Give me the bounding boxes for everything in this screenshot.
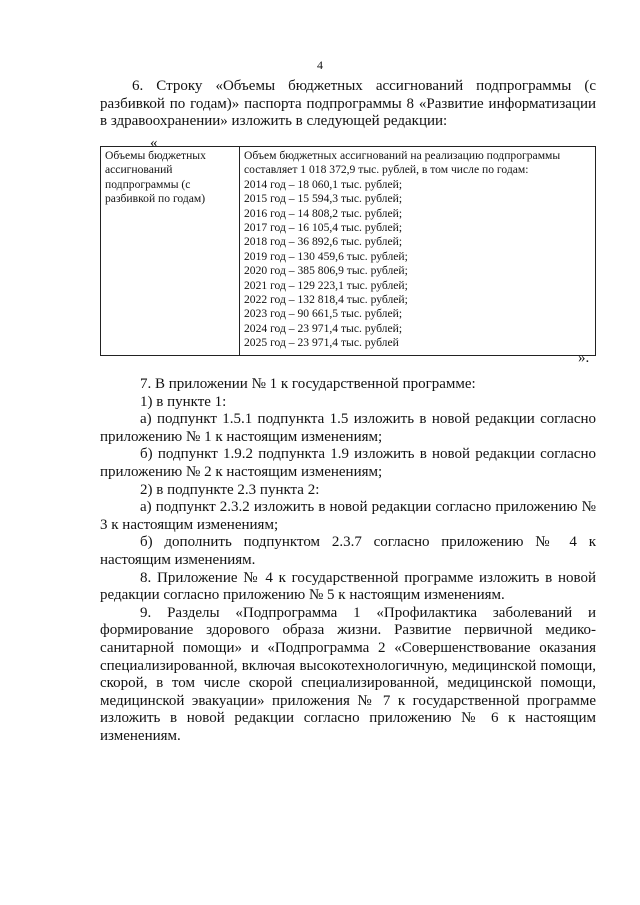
item-7-heading: 7. В приложении № 1 к государственной программе: bbox=[140, 376, 476, 392]
item-7-sub-a1: а) подпункт 1.5.1 подпункта 1.5 изложить в новой редакции согласно приложению № 1 к настоящим изменениям; bbox=[100, 411, 596, 445]
budget-year-2024: 2024 год – 23 971,4 тыс. рублей; bbox=[244, 321, 403, 335]
budget-table bbox=[100, 146, 596, 356]
budget-year-2023: 2023 год – 90 661,5 тыс. рублей; bbox=[244, 307, 403, 321]
budget-year-2016: 2016 год – 14 808,2 тыс. рублей; bbox=[244, 206, 403, 220]
item-7-point-1: 1) в пункте 1: bbox=[140, 393, 227, 410]
quote-close: ». bbox=[578, 350, 590, 366]
item-7-point-2: 2) в подпункте 2.3 пункта 2: bbox=[140, 481, 320, 498]
item-7-sub-b2: б) дополнить подпунктом 2.3.7 согласно приложению № 4 к настоящим изменениям. bbox=[100, 534, 596, 568]
budget-value-cell bbox=[240, 147, 596, 356]
budget-year-2015: 2015 год – 15 594,3 тыс. рублей; bbox=[244, 192, 403, 206]
item-9-paragraph: 9. Разделы «Подпрограмма 1 «Профилактика заболеваний и формирование здорового образа жизни. Развитие первичной медико-санитарной помощи» и «Подпрограмма 2 «Совершенствование оказания специализированной, включая высокотехнологичную, медицинской помощи, скорой, в том числе скорой специализированной, медицинской помощи, медицинской эвакуации» приложения № 7 к государственной программе изложить в новой редакции согласно приложению № 6 к настоящим изменениям. bbox=[100, 604, 596, 744]
budget-table-row bbox=[101, 147, 596, 356]
item-7-sub-a2: а) подпункт 2.3.2 изложить в новой редакции согласно приложению № 3 к настоящим изменениям; bbox=[100, 499, 596, 533]
budget-year-2021: 2021 год – 129 223,1 тыс. рублей; bbox=[244, 278, 408, 292]
item-6-paragraph: 6. Строку «Объемы бюджетных ассигнований подпрограммы (с разбивкой по годам)» паспорта подпрограммы 8 «Развитие информатизации в здравоохранении» изложить в следующей редакции: bbox=[100, 78, 596, 130]
item-8-paragraph: 8. Приложение № 4 к государственной программе изложить в новой редакции согласно приложению № 5 к настоящим изменениям. bbox=[100, 569, 596, 604]
budget-year-2019: 2019 год – 130 459,6 тыс. рублей; bbox=[244, 249, 408, 263]
budget-year-2018: 2018 год – 36 892,6 тыс. рублей; bbox=[244, 235, 403, 249]
budget-year-2017: 2017 год – 16 105,4 тыс. рублей; bbox=[244, 221, 403, 235]
quote-open: « bbox=[150, 135, 158, 151]
item-7-sub-b1: б) подпункт 1.9.2 подпункта 1.9 изложить в новой редакции согласно приложению № 2 к настоящим изменениям; bbox=[100, 446, 596, 480]
budget-year-2014: 2014 год – 18 060,1 тыс. рублей; bbox=[244, 177, 403, 191]
budget-label-cell: Объемы бюджетных ассигнований подпрограммы (с разбивкой по годам) bbox=[101, 147, 240, 356]
budget-year-2020: 2020 год – 385 806,9 тыс. рублей; bbox=[244, 264, 408, 278]
amendment-list bbox=[100, 376, 596, 745]
budget-intro: Объем бюджетных ассигнований на реализацию подпрограммы составляет 1 018 372,9 тыс. рублей, в том числе по годам: bbox=[244, 149, 561, 177]
budget-year-2022: 2022 год – 132 818,4 тыс. рублей; bbox=[244, 293, 408, 307]
page-number: 4 bbox=[317, 58, 323, 72]
budget-year-2025: 2025 год – 23 971,4 тыс. рублей bbox=[244, 336, 399, 350]
